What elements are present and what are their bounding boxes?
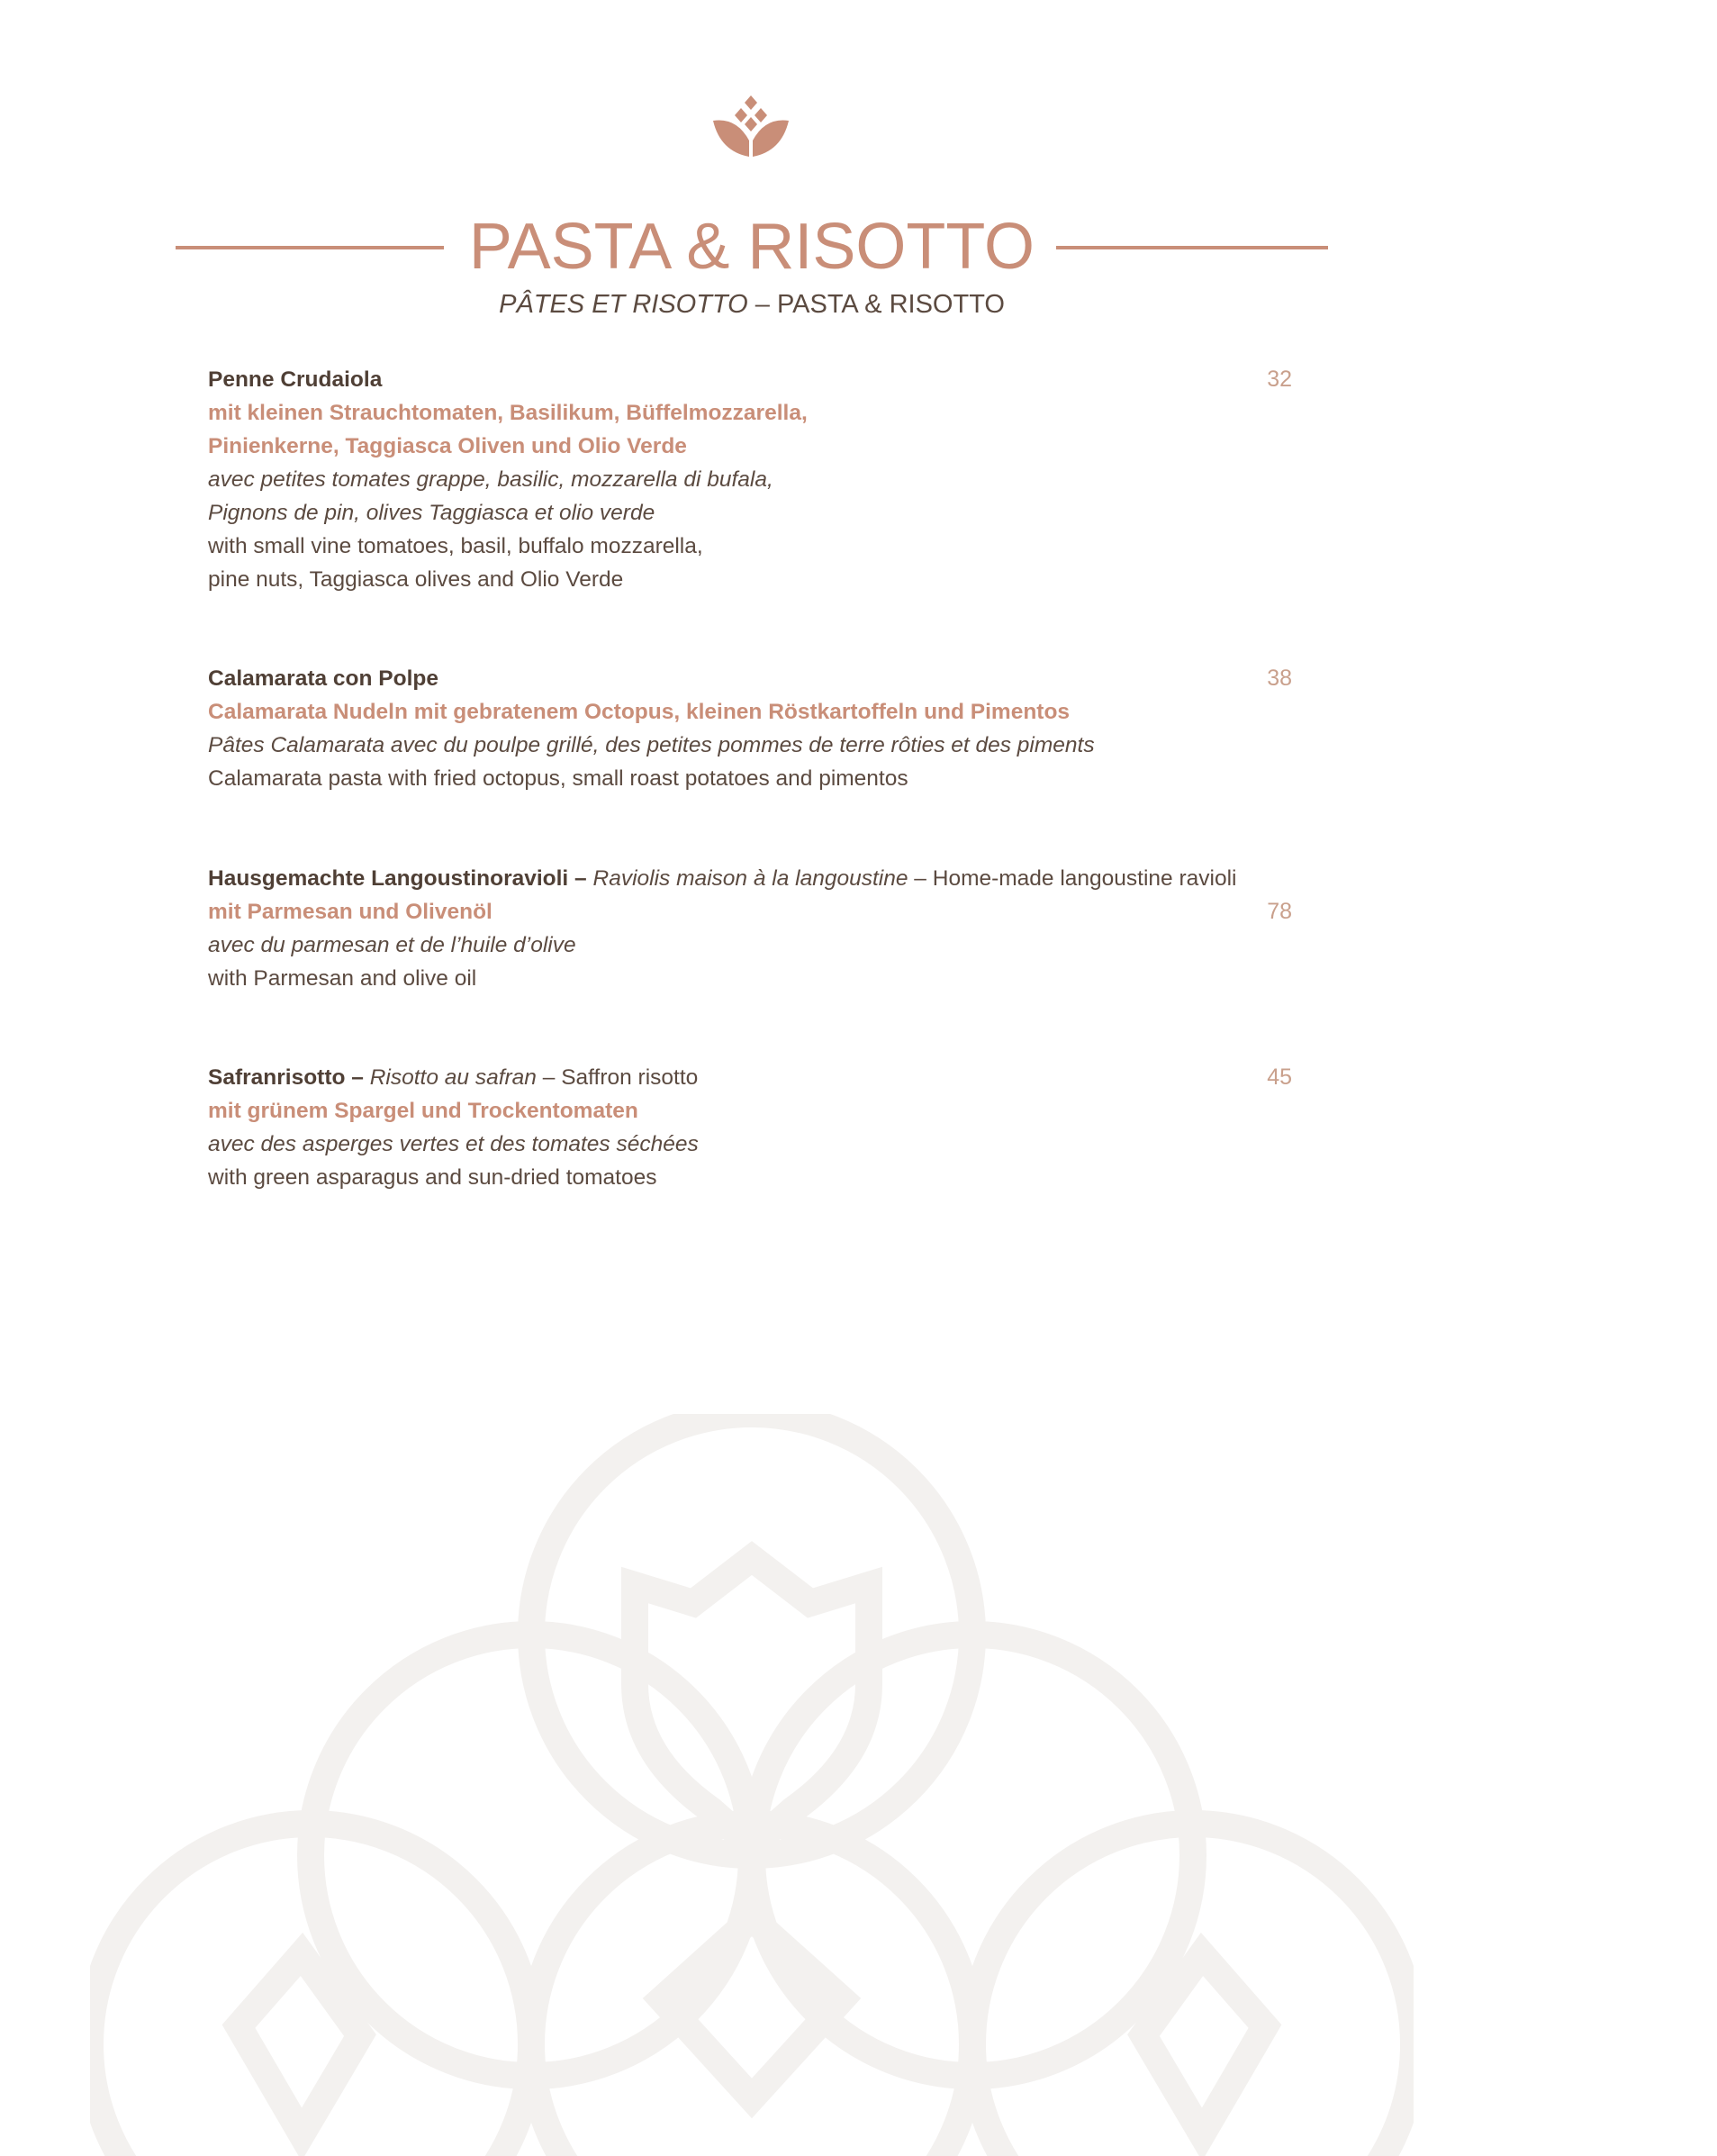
item-price: 78	[1267, 899, 1292, 924]
item-price: 38	[1267, 666, 1292, 691]
item-name: Hausgemachte Langoustinoravioli	[208, 866, 569, 891]
item-price: 32	[1267, 367, 1292, 392]
title-divider-right	[1056, 246, 1328, 249]
item-name-separator: –	[536, 1065, 562, 1090]
subtitle-en: PASTA & RISOTTO	[776, 290, 1005, 319]
item-description-fr: Pignons de pin, olives Taggiasca et olio verde	[208, 501, 655, 525]
item-description-en: with small vine tomatoes, basil, buffalo mozzarella,	[208, 534, 703, 558]
lotus-icon	[711, 94, 791, 159]
menu-item	[208, 363, 1292, 596]
item-name-separator: –	[345, 1065, 370, 1090]
menu-item	[208, 1061, 1292, 1194]
item-description-de: mit grünem Spargel und Trockentomaten	[208, 1099, 638, 1123]
item-description-de: mit kleinen Strauchtomaten, Basilikum, Büffelmozzarella,	[208, 401, 808, 425]
item-description-en: pine nuts, Taggiasca olives and Olio Verde	[208, 567, 624, 592]
item-description-fr: avec des asperges vertes et des tomates séchées	[208, 1132, 699, 1156]
title-divider-left	[176, 246, 444, 249]
item-description-de: mit Parmesan und Olivenöl	[208, 900, 493, 924]
item-name-fr: Raviolis maison à la langoustine	[592, 866, 908, 891]
item-description-en: with Parmesan and olive oil	[208, 966, 477, 991]
lotus-watermark	[90, 1414, 1414, 2156]
menu-item	[208, 662, 1292, 795]
item-description-fr: Pâtes Calamarata avec du poulpe grillé, des petites pommes de terre rôties et des piments	[208, 733, 1095, 757]
page-subtitle	[176, 286, 1328, 322]
item-name-en: Home-made langoustine ravioli	[932, 866, 1237, 891]
item-name-fr: Risotto au safran	[369, 1065, 537, 1090]
item-description-fr: avec du parmesan et de l’huile d’olive	[208, 933, 576, 957]
item-description-en: Calamarata pasta with fried octopus, small roast potatoes and pimentos	[208, 766, 908, 791]
item-name: Calamarata con Polpe	[208, 666, 438, 691]
item-name-separator: –	[908, 866, 933, 891]
item-description-fr: avec petites tomates grappe, basilic, mozzarella di bufala,	[208, 467, 773, 492]
item-name-en: Saffron risotto	[561, 1065, 699, 1090]
page-title: PASTA & RISOTTO	[468, 211, 1035, 283]
item-price: 45	[1267, 1064, 1292, 1090]
item-description-de: Calamarata Nudeln mit gebratenem Octopus, kleinen Röstkartoffeln und Pimentos	[208, 700, 1071, 724]
item-name: Safranrisotto	[208, 1065, 346, 1090]
section-header	[176, 209, 1328, 285]
item-description-de: Pinienkerne, Taggiasca Oliven und Olio Verde	[208, 434, 687, 458]
item-name-separator: –	[568, 866, 593, 891]
item-description-en: with green asparagus and sun-dried tomatoes	[208, 1165, 657, 1190]
menu-item	[208, 862, 1292, 995]
subtitle-separator: –	[747, 290, 777, 319]
subtitle-fr: PÂTES ET RISOTTO	[499, 290, 748, 319]
item-name: Penne Crudaiola	[208, 367, 383, 392]
